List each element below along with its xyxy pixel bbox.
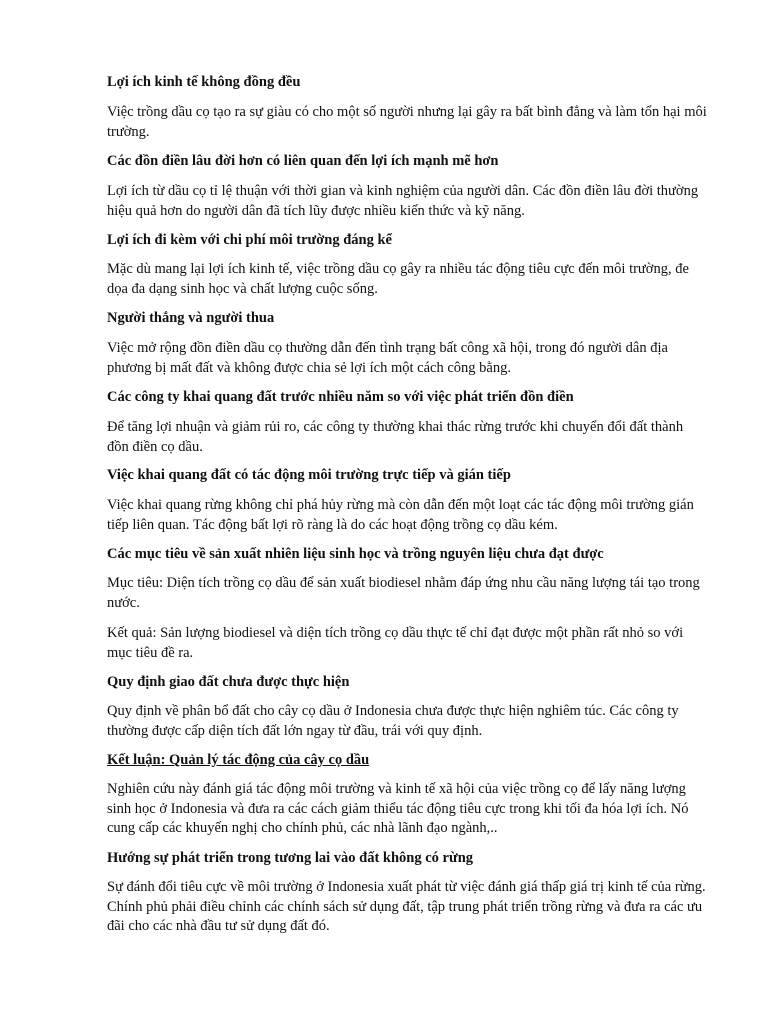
section-heading: Hướng sự phát triển trong tương lai vào đất không có rừng xyxy=(107,850,474,866)
section-paragraph: Quy định về phân bổ đất cho cây cọ dầu ở Indonesia chưa được thực hiện nghiêm túc. Các công ty thường được cấp diện tích đất lớn ngay từ đầu, trái với quy định. xyxy=(107,703,679,739)
section-paragraph: Lợi ích từ dầu cọ tỉ lệ thuận với thời gian và kinh nghiệm của người dân. Các đồn điền lâu đời thường hiệu quả hơn do người dân đã tích lũy được nhiều kiến thức và kỹ năng. xyxy=(107,183,699,219)
section-paragraph: Mục tiêu: Diện tích trồng cọ dầu để sản xuất biodiesel nhằm đáp ứng nhu cầu năng lượng tái tạo trong nước. xyxy=(107,575,700,611)
section-paragraph: Kết quả: Sản lượng biodiesel và diện tích trồng cọ dầu thực tế chỉ đạt được một phần rất nhỏ so với mục tiêu đề ra. xyxy=(107,625,684,661)
section-paragraph: Để tăng lợi nhuận và giảm rủi ro, các công ty thường khai thác rừng trước khi chuyển đổi đất thành đồn điền cọ dầu. xyxy=(107,419,684,455)
section-heading: Các mục tiêu về sản xuất nhiên liệu sinh học và trồng nguyên liệu chưa đạt được xyxy=(107,546,604,562)
section-heading: Người thắng và người thua xyxy=(107,310,275,326)
section-heading: Việc khai quang đất có tác động môi trường trực tiếp và gián tiếp xyxy=(107,467,511,483)
section-paragraph: Sự đánh đổi tiêu cực về môi trường ở Indonesia xuất phát từ việc đánh giá thấp giá trị kinh tế của rừng. Chính phủ phải điều chỉnh các chính sách sử dụng đất, tập trung phát triển trồng rừng và đưa ra các ưu đãi cho các nhà đầu tư sử dụng đất đó. xyxy=(107,879,706,934)
section-paragraph: Việc khai quang rừng không chỉ phá hủy rừng mà còn dẫn đến một loạt các tác động môi trường gián tiếp liên quan. Tác động bất lợi rõ ràng là do các hoạt động trồng cọ dầu kém. xyxy=(107,497,694,533)
section-paragraph: Việc trồng dầu cọ tạo ra sự giàu có cho một số người nhưng lại gây ra bất bình đẳng và làm tổn hại môi trường. xyxy=(107,104,707,140)
section-heading: Quy định giao đất chưa được thực hiện xyxy=(107,674,350,690)
section-paragraph: Nghiên cứu này đánh giá tác động môi trường và kinh tế xã hội của việc trồng cọ để lấy năng lượng sinh học ở Indonesia và đưa ra các cách giảm thiểu tác động tiêu cực trong khi tối đa hóa lợi ích. Nó cung cấp các khuyến nghị cho chính phủ, các nhà lãnh đạo ngành,.. xyxy=(107,781,689,836)
section-heading: Lợi ích kinh tế không đồng đều xyxy=(107,74,301,90)
section-heading: Các công ty khai quang đất trước nhiều năm so với việc phát triển đồn điền xyxy=(107,389,574,405)
section-heading: Các đồn điền lâu đời hơn có liên quan đến lợi ích mạnh mẽ hơn xyxy=(107,153,499,169)
section-paragraph: Việc mở rộng đồn điền dầu cọ thường dẫn đến tình trạng bất công xã hội, trong đó người dân địa phương bị mất đất và không được chia sẻ lợi ích một cách công bằng. xyxy=(107,340,668,376)
section-paragraph: Mặc dù mang lại lợi ích kinh tế, việc trồng dầu cọ gây ra nhiều tác động tiêu cực đến môi trường, đe dọa đa dạng sinh học và chất lượng cuộc sống. xyxy=(107,261,689,297)
conclusion-heading: Kết luận: Quản lý tác động của cây cọ dầu xyxy=(107,752,370,768)
section-heading: Lợi ích đi kèm với chi phí môi trường đáng kể xyxy=(107,232,392,248)
